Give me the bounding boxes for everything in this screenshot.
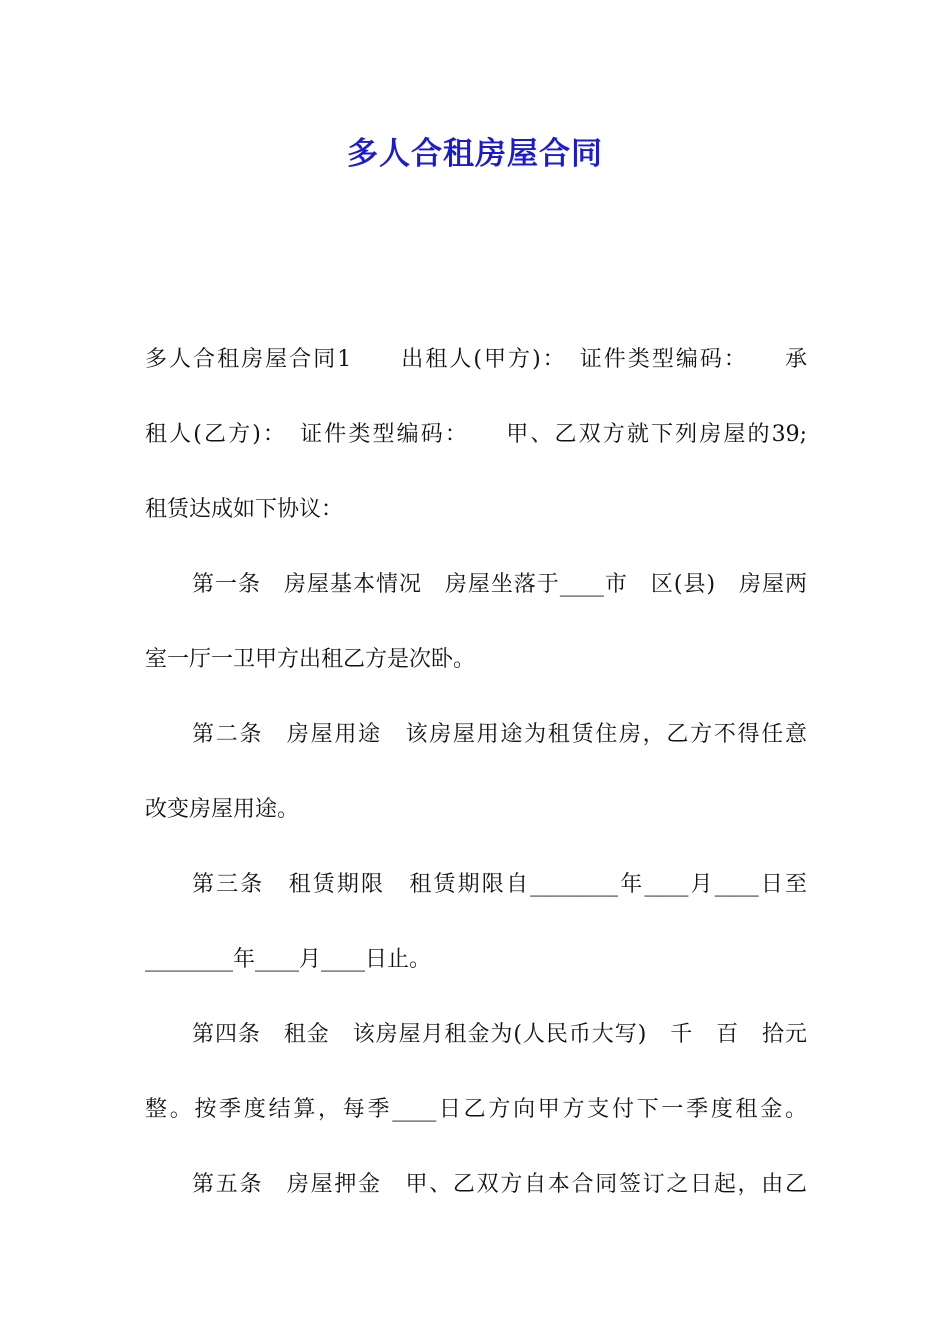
body-line-5: 室一厅一卫甲方出租乙方是次卧。	[145, 647, 476, 672]
body-line-4: 第一条 房屋基本情况 房屋坐落于____市 区(县) 房屋两	[192, 572, 807, 597]
body-line-3: 租赁达成如下协议：	[145, 497, 344, 522]
document-title: 多人合租房屋合同	[347, 136, 603, 172]
body-line-10: 第四条 租金 该房屋月租金为(人民币大写) 千 百 拾元	[192, 1022, 807, 1047]
body-line-12: 第五条 房屋押金 甲、乙双方自本合同签订之日起，由乙	[192, 1172, 807, 1197]
body-line-1: 多人合租房屋合同1 出租人(甲方)： 证件类型编码： 承	[145, 347, 807, 372]
body-line-9: ________年____月____日止。	[145, 947, 432, 972]
body-line-11: 整。按季度结算，每季____日乙方向甲方支付下一季度租金。	[145, 1097, 807, 1122]
body-line-8: 第三条 租赁期限 租赁期限自________年____月____日至	[192, 872, 807, 897]
body-line-6: 第二条 房屋用途 该房屋用途为租赁住房，乙方不得任意	[192, 722, 807, 747]
body-line-2: 租人(乙方)： 证件类型编码： 甲、乙双方就下列房屋的39;	[145, 422, 807, 447]
body-line-7: 改变房屋用途。	[145, 797, 300, 822]
